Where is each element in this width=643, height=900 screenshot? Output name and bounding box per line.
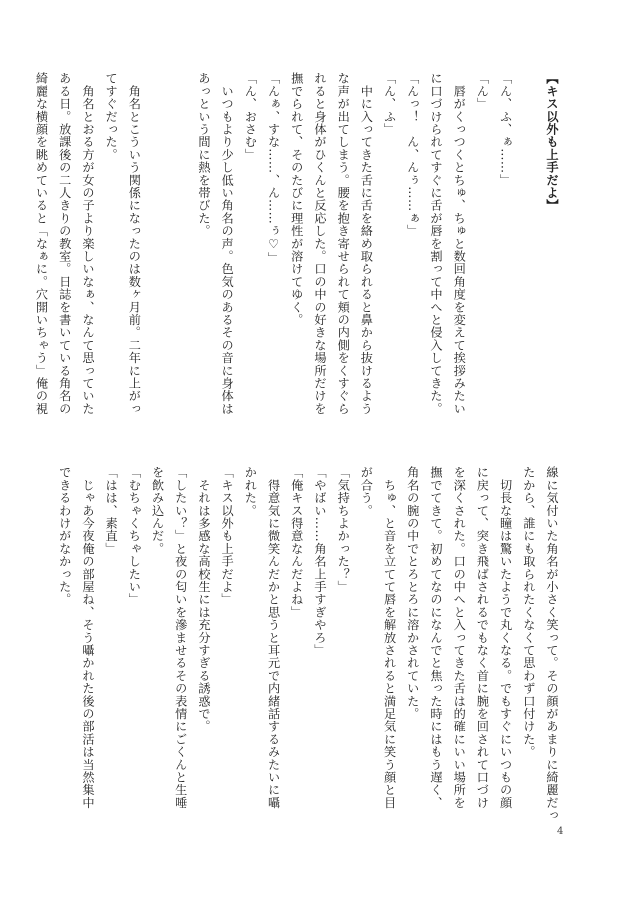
- text-line: れると身体がひくんと反応した。口の中の好きな場所だけを: [312, 72, 327, 415]
- text-line: てすぐだった。: [104, 72, 119, 161]
- text-line: 撫でられて、そのたびに理性が溶けてゆく。: [289, 72, 304, 326]
- text-line: それは多感な高校生には充分すぎる誘惑で。: [196, 466, 211, 733]
- text-line: 角名とおる方が女の子より楽しいなぁ、なんて思っていた: [80, 72, 95, 415]
- text-line: 「むちゃくちゃしたい」: [127, 466, 142, 606]
- text-line: 線に気付いた角名が小さく笑って。その顔があまりに綺麗だっ: [545, 466, 559, 822]
- text-line: [169, 72, 192, 417]
- text-line: 「ん、ふ」: [382, 72, 397, 136]
- text-line: ちゅ、と音を立てて唇を解放されると満足気に笑う顔と目: [382, 466, 397, 809]
- text-line: 切長な瞳は驚いたようで丸くなる。でもすぐにいつもの顔: [498, 466, 513, 809]
- text-line: 「ん、おさむ」: [243, 72, 258, 161]
- text-line: 「俺キス得意なんだよね」: [289, 466, 304, 619]
- text-line: 「やばい……角名上手すぎやろ」: [312, 466, 327, 657]
- text-line: 「ん」: [475, 72, 490, 111]
- text-line: 「んっ！ ん、んぅ……ぁ」: [405, 72, 420, 238]
- text-line: 「ん、ふ、ぁ……」: [498, 72, 513, 187]
- upper-text-block: [29, 72, 563, 417]
- text-line: できるわけがなかった。: [57, 466, 72, 606]
- text-line: あっという間に熱を帯びた。: [196, 72, 211, 238]
- text-line: 撫でてきて。初めてなのになんでと焦った時にはもう遅く、: [428, 466, 443, 809]
- page-number: 4: [557, 826, 564, 837]
- text-line: に口づけられてすぐに舌が唇を割って中へと侵入してきた。: [428, 72, 443, 415]
- text-line: を深くされた。口の中へと入ってきた舌は的確にいい場所を: [452, 466, 467, 809]
- text-line: 「キス以外も上手だよ」: [220, 466, 235, 606]
- text-line: 「したい？」と夜の匂いを滲ませるその表情にごくんと生唾: [173, 466, 188, 809]
- text-line: 角名とこういう関係になったのは数ヶ月前。二年に上がっ: [127, 72, 142, 415]
- text-line: を飲み込んだ。: [150, 466, 165, 555]
- text-line: ある日。放課後の二人きりの教室。日誌を書いている角名の: [57, 72, 72, 415]
- text-line: 唇がくっつくとちゅ、ちゅと数回角度を変えて挨拶みたい: [452, 72, 467, 415]
- text-line: な声が出てしまう。腰を抱き寄せられて頬の内側をくすぐら: [336, 72, 351, 415]
- text-line: たから、誰にも取られたくなくて思わず口付けた。: [521, 466, 536, 759]
- text-line: 綺麗な横顔を眺めていると「なぁに。穴開いちゃう」俺の視: [34, 72, 49, 415]
- text-line: [145, 72, 168, 417]
- text-line: が合う。: [359, 466, 374, 517]
- text-line: じゃあ今夜俺の部屋ね、そう囁かれた後の部活は当然集中: [80, 466, 95, 809]
- text-line: 角名の腕の中でとろとろに溶かされていた。: [405, 466, 420, 720]
- text-line: いつもより少し低い角名の声。色気のあるその音に身体は: [220, 72, 235, 415]
- text-line: に戻って、突き飛ばされるでもなく首に腕を回されて口づけ: [475, 466, 490, 809]
- text-line: かれた。: [243, 466, 258, 517]
- lower-text-block: [53, 466, 563, 822]
- text-line: 「はは、素直」: [104, 466, 119, 555]
- text-line: 得意気に微笑んだかと思うと耳元で内緒話するみたいに囁: [266, 466, 281, 809]
- text-line: 「んぁ、すな……、ん……ぅ♡」: [266, 72, 281, 265]
- chapter-title: 【キス以外も上手だよ】: [545, 72, 559, 212]
- text-line: 「気持ちよかった？」: [336, 466, 351, 593]
- text-line: [517, 72, 540, 417]
- text-line: 中に入ってきた舌に舌を絡め取られると鼻から抜けるよう: [359, 72, 374, 415]
